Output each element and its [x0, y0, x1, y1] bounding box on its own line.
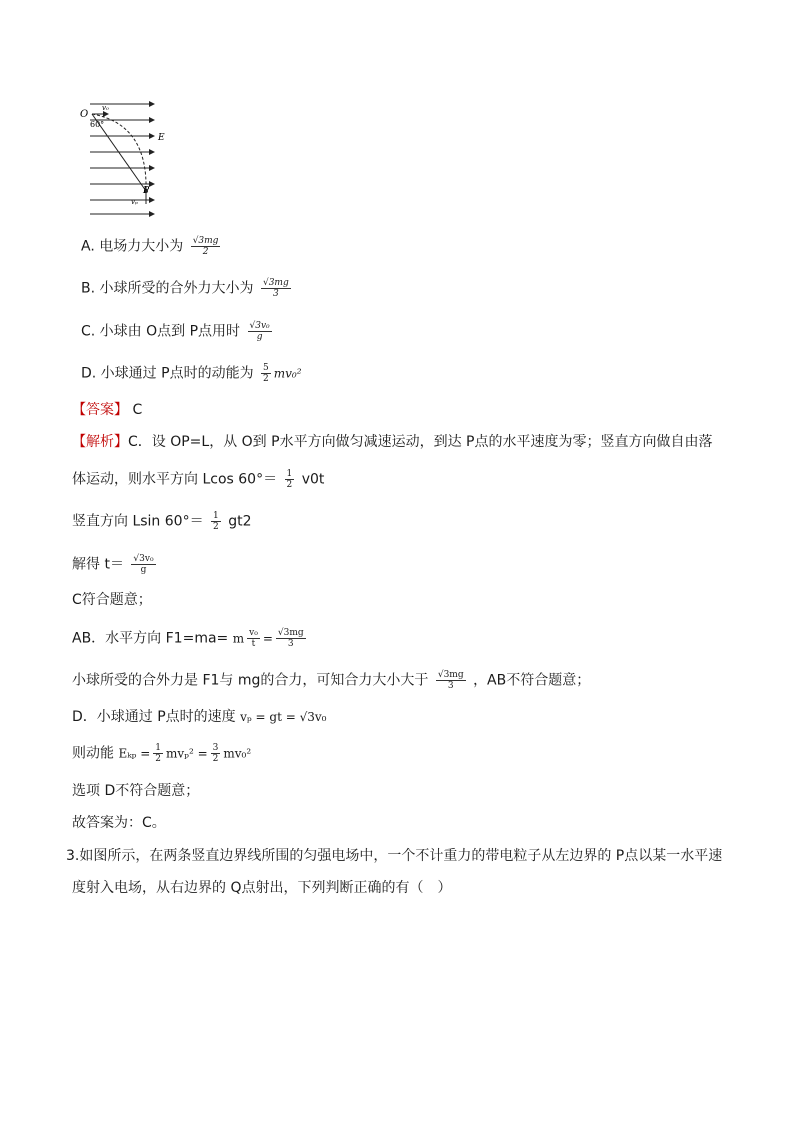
analysis-line-1: 【解析】C．设 OP=L，从 O到 P水平方向做匀减速运动，到达 P点的水平速度为零；竖直方向做自由落	[72, 434, 713, 450]
answer-line	[72, 400, 142, 420]
analysis-line-9: 则动能 Eₖₚ = $\frac{1}{2}$ mvₚ² = $\frac{3}{2}$ mv₀²	[72, 743, 252, 764]
analysis-line-10: 选项 D不符合题意；	[72, 783, 200, 799]
answer-value: C	[132, 402, 143, 418]
option-c: C. 小球由 O点到 P点用时 $\frac{\text{√3v₀}}{g}$	[81, 321, 270, 342]
label-v0: v₀	[102, 104, 109, 112]
option-b: B. 小球所受的合外力大小为 $\frac{√3mg}{3}$	[81, 278, 289, 299]
option-a: A. 电场力大小为 $\frac{√3mg}{2}$	[81, 236, 219, 257]
question-3-line-2: 度射入电场，从右边界的 Q点射出，下列判断正确的有（ ）	[72, 880, 452, 896]
field-diagram	[76, 96, 176, 220]
label-angle: 60°	[90, 120, 105, 129]
label-o: O	[80, 109, 89, 120]
analysis-line-5: C符合题意；	[72, 592, 152, 608]
analysis-line-3: 竖直方向 Lsin 60°＝ $\frac{1}{2}$ gt2	[72, 511, 252, 532]
option-d: D. 小球通过 P点时的动能为 $\frac{5}{2}$ mv₀²	[81, 363, 302, 384]
analysis-line-11: 故答案为：C。	[72, 815, 166, 831]
analysis-line-7: 小球所受的合外力是 F1与 mg的合力，可知合力大小大于 $\frac{√3mg}{3}$ ，AB不符合题意；	[72, 670, 591, 691]
label-e: E	[158, 133, 165, 143]
label-p: P	[143, 186, 150, 196]
question-3-line-1: 3.如图所示，在两条竖直边界线所围的匀强电场中，一个不计重力的带电粒子从左边界的 P点以某一水平速	[66, 848, 723, 864]
analysis-line-6: AB．水平方向 F1=ma= m $\frac{\text{v₀}}{t}$ = $\frac{√3mg}{3}$	[72, 628, 304, 649]
analysis-line-8: D．小球通过 P点时的速度 vₚ = gt = √3v₀	[72, 709, 327, 725]
answer-label: 【答案】	[72, 402, 128, 418]
label-vp: vₚ	[131, 198, 138, 206]
analysis-label: 【解析】	[72, 434, 128, 450]
analysis-line-4: 解得 t＝ $\frac{\text{√3v₀}}{g}$	[72, 554, 154, 575]
analysis-line-2: 体运动，则水平方向 Lcos 60°＝ $\frac{1}{2}$ v0t	[72, 469, 325, 490]
